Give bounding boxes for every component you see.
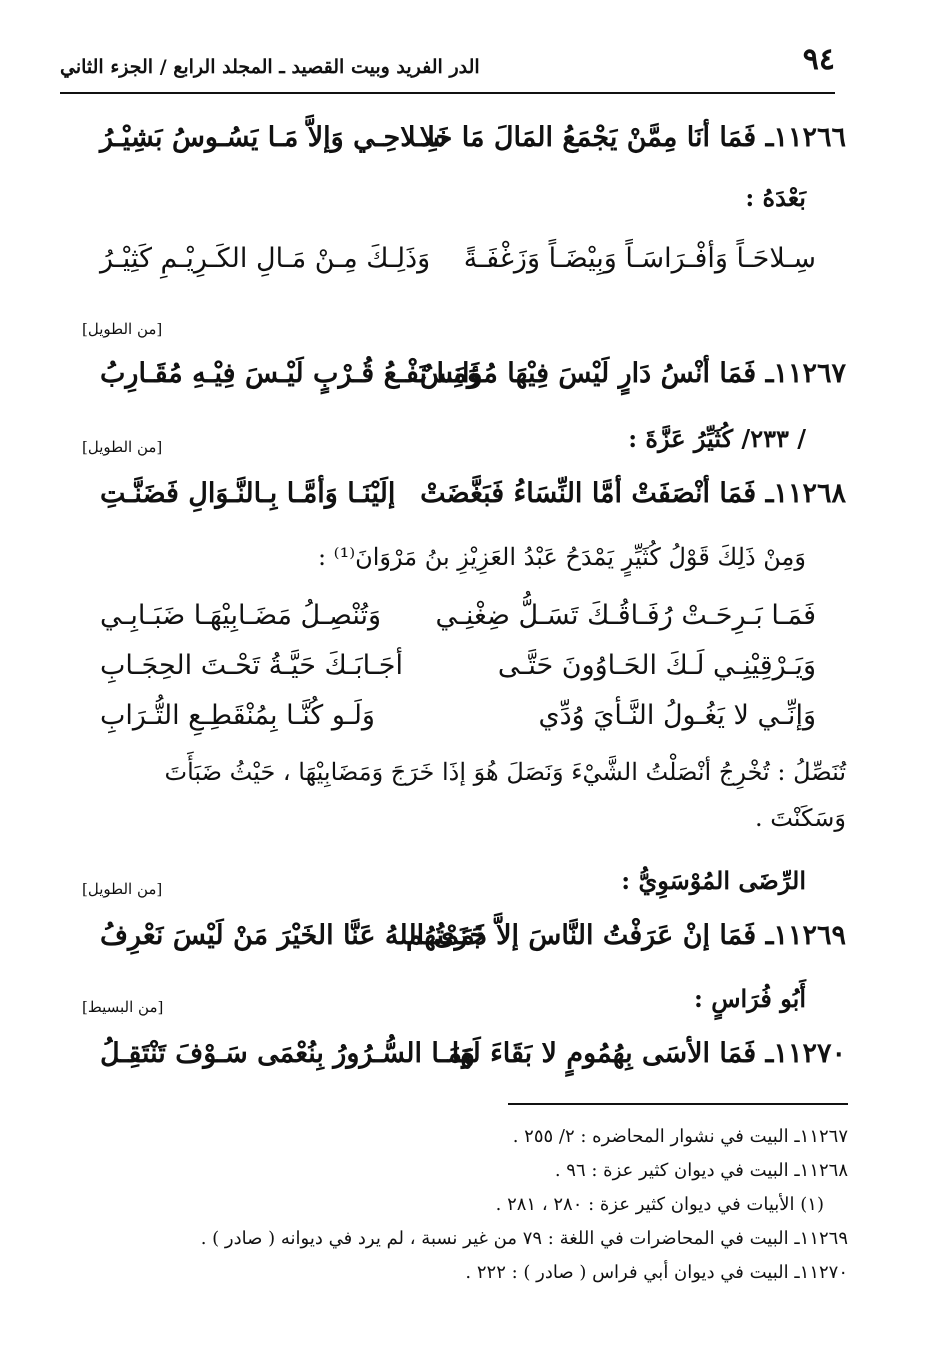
verse-11269-second-hemistich: جَزَى اللهُ عَنَّا الخَيْرَ مَنْ لَيْسَ نَعْرِفُ bbox=[100, 920, 487, 951]
intro-line: وَمِنْ ذَلِكَ قَوْلُ كُثَيِّرٍ يَمْدَحُ عَبْدُ العَزِيْزِ بنُ مَرْوَانَ⁽¹⁾ : bbox=[317, 543, 806, 571]
quoted-verse-3-second-hemistich: وَلَـو كُنَّـا بِمُنْقَطِـعِ التُّـرَابِ bbox=[100, 700, 375, 731]
verse-11268-second-hemistich: إلَيْنَـا وَأمَّـا بِـالنَّـوَالِ فَضَنَّـتِ bbox=[100, 478, 396, 509]
poet-heading: أَبُو فُرَاسٍ : bbox=[694, 984, 806, 1013]
footnote: ١١٢٦٨ـ البيت في ديوان كثير عزة : ٩٦ . bbox=[554, 1160, 848, 1181]
running-title: الدر الفريد وبيت القصيد ـ المجلد الرابع / الجزء الثاني bbox=[60, 56, 480, 78]
meter-label: [من الطويل] bbox=[82, 438, 163, 456]
footnote: ١١٢٦٩ـ البيت في المحاضرات في اللغة : ٧٩ من غير نسبة ، لم يرد في ديوانه ( صادر ) . bbox=[200, 1228, 848, 1249]
quoted-verse-2-second-hemistich: أجَـابَـكَ حَيَّـةُ تَحْـتَ الحِجَـابِ bbox=[100, 650, 403, 681]
verse-11266-first-hemistich: ١١٢٦٦ـ فَمَا أنَا مِمَّنْ يَجْمَعُ المَالَ مَا خَلا bbox=[419, 122, 846, 153]
footnote: ١١٢٦٧ـ البيت في نشوار المحاضره : ٢/ ٢٥٥ . bbox=[512, 1126, 848, 1147]
verse-11266-second-hemistich: سِـلاحِـي وَإلاَّ مَـا يَسُـوسُ بَشِيْـرُ bbox=[100, 122, 447, 153]
poet-heading: / ٢٣٣/ كُثَيِّرُ عَزَّةَ : bbox=[628, 424, 806, 453]
verse-11270-first-hemistich: ١١٢٧٠ـ فَمَا الأسَى بِهُمُومٍ لا بَقَاءَ لَهَا bbox=[451, 1038, 846, 1069]
verse-11267-first-hemistich: ١١٢٦٧ـ فَمَا أنْسُ دَارٍ لَيْسَ فِيْهَا مُؤَانِسٌ bbox=[420, 358, 846, 389]
footnote: ١١٢٧٠ـ البيت في ديوان أبي فراس ( صادر ) : ٢٢٢ . bbox=[465, 1262, 848, 1283]
quoted-verse-1-first-hemistich: فَمَـا بَـرِحَـتْ رُفَـاقُـكَ تَسَـلُّ ضِغْنِـي bbox=[435, 600, 816, 631]
verse-11268-first-hemistich: ١١٢٦٨ـ فَمَا أنْصَفَتْ أمَّا النِّسَاءُ فَبَغَّضَتْ bbox=[420, 478, 846, 509]
footnote: (١) الأبيات في ديوان كثير عزة : ٢٨٠ ، ٢٨١ . bbox=[495, 1194, 824, 1215]
gloss-line: تُنَصِّلُ : تُخْرِجُ أنْصَلْتُ الشَّيْءَ وَنَصَلَ هُوَ إذَا خَرَجَ وَمَضَابِيْهَا ، حَيْثُ ضَبَأَتَ bbox=[164, 758, 846, 786]
meter-label: [من البسيط] bbox=[82, 998, 164, 1016]
quoted-verse-1-second-hemistich: وَتُنْصِـلُ مَضَـابِيْهَـا ضَبَـابِـي bbox=[100, 600, 382, 631]
quoted-verse-2-first-hemistich: وَيَـرْقِيْنِـي لَـكَ الحَـاوُونَ حَتَّـى bbox=[497, 650, 816, 681]
poet-heading: الرِّضَى المُوْسَوِيُّ : bbox=[621, 866, 806, 895]
gloss-line: وَسَكَنْتَ . bbox=[754, 804, 846, 832]
footnote-divider bbox=[508, 1103, 848, 1105]
meter-label: [من الطويل] bbox=[82, 320, 163, 338]
continuation-second-hemistich: وَذَلِـكَ مِـنْ مَـالِ الكَـرِيْـمِ كَثِيْـرُ bbox=[100, 243, 431, 274]
page-header bbox=[60, 40, 835, 94]
verse-11269-first-hemistich: ١١٢٦٩ـ فَمَا إنْ عَرَفْتُ النَّاسَ إلاَّ ذَمَمْتُهُم bbox=[406, 920, 846, 951]
verse-11270-second-hemistich: وَمَـا السُّـرُورُ بِنُعْمَى سَـوْفَ تَنْتَقِـلُ bbox=[100, 1038, 476, 1069]
verse-11267-second-hemistich: وَمَـا نَفْـعُ قُـرْبٍ لَيْـسَ فِيْـهِ مُقَـارِبُ bbox=[100, 358, 481, 389]
continuation-label: بَعْدَهُ : bbox=[745, 183, 806, 212]
meter-label: [من الطويل] bbox=[82, 880, 163, 898]
page-number: ٩٤ bbox=[802, 42, 835, 77]
quoted-verse-3-first-hemistich: وَإنِّـي لا يَغُـولُ النَّـأيَ وُدِّي bbox=[538, 700, 816, 731]
continuation-first-hemistich: سِـلاحَـاً وَأفْـرَاسَـاً وَبِيْضَـاً وَزَغْفَـةً bbox=[463, 243, 816, 274]
